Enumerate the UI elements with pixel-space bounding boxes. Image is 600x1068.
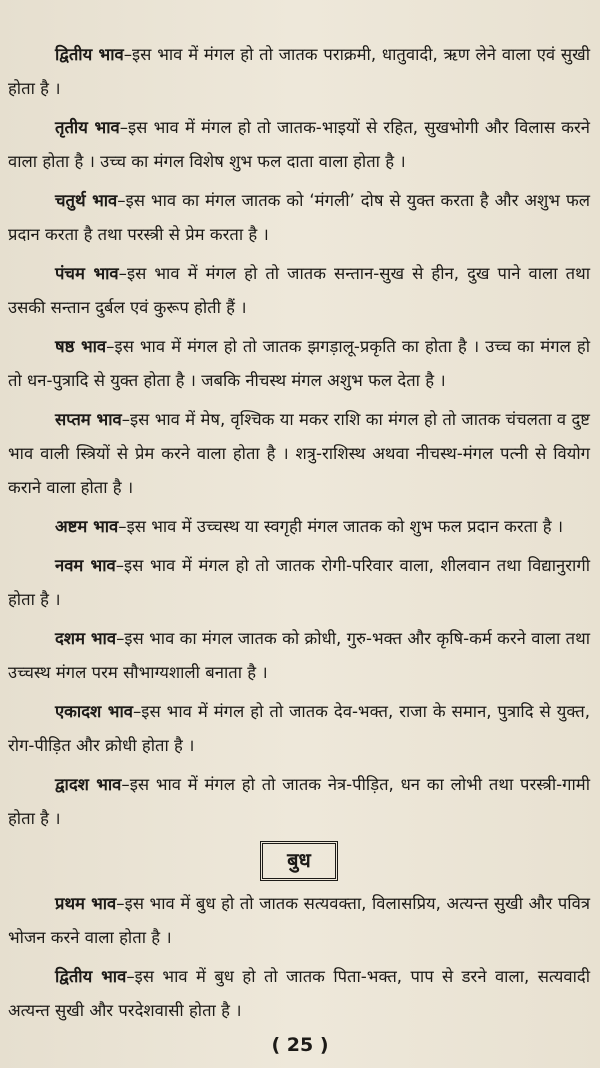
heading-dash: – — [116, 894, 125, 913]
paragraph-text: इस भाव में बुध हो तो जातक सत्यवक्ता, विलासप्रिय, अत्यन्त सुखी और पवित्र भोजन करने वाला होता है । — [8, 894, 590, 947]
paragraph-text: इस भाव में मंगल हो तो जातक-भाइयों से रहित, सुखभोगी और विलास करने वाला होता है । उच्च का मंगल विशेष शुभ फल दाता वाला होता है । — [8, 118, 590, 171]
paragraph-mercury-house-1 — [8, 887, 590, 955]
paragraph-mars-house-12 — [8, 768, 590, 836]
heading-dash: – — [118, 517, 127, 536]
paragraph-text: इस भाव में मंगल हो तो जातक नेत्र-पीड़ित, धन का लोभी तथा परस्त्री-गामी होता है । — [8, 775, 590, 828]
paragraph-mars-house-10 — [8, 622, 590, 690]
paragraph-heading: चतुर्थ भाव — [55, 191, 118, 210]
heading-dash: – — [123, 45, 133, 64]
paragraph-text: इस भाव में मंगल हो तो जातक सन्तान-सुख से हीन, दुख पाने वाला तथा उसकी सन्तान दुर्बल एवं कुरूप होती हैं । — [8, 264, 590, 317]
paragraph-heading: द्वितीय भाव — [55, 967, 127, 986]
heading-dash: – — [117, 191, 126, 210]
paragraph-mars-house-11 — [8, 695, 590, 763]
paragraph-heading: एकादश भाव — [55, 702, 133, 721]
paragraph-mars-house-4 — [8, 184, 590, 252]
paragraph-mercury-house-2 — [8, 960, 590, 1028]
paragraph-text: इस भाव में मंगल हो तो जातक रोगी-परिवार वाला, शीलवान तथा विद्यानुरागी होता है । — [8, 556, 590, 609]
paragraph-heading: द्वादश भाव — [55, 775, 122, 794]
heading-dash: – — [106, 337, 115, 356]
heading-dash: – — [121, 410, 131, 429]
paragraph-heading: पंचम भाव — [55, 264, 119, 283]
section-title-mercury: बुध — [260, 841, 338, 881]
heading-dash: – — [116, 629, 125, 648]
paragraph-mars-house-3 — [8, 111, 590, 179]
heading-dash: – — [133, 702, 142, 721]
paragraph-mars-house-2 — [8, 38, 590, 106]
heading-dash: – — [115, 556, 125, 575]
paragraph-text: इस भाव में मंगल हो तो जातक पराक्रमी, धातुवादी, ऋण लेने वाला एवं सुखी होता है । — [8, 45, 591, 98]
paragraph-text: इस भाव में बुध हो तो जातक पिता-भक्त, पाप से डरने वाला, सत्यवादी अत्यन्त सुखी और परदेशवासी होता है । — [8, 967, 591, 1020]
heading-dash: – — [126, 967, 135, 986]
paragraph-mars-house-6 — [8, 330, 590, 398]
paragraph-heading: दशम भाव — [55, 629, 117, 648]
paragraph-mars-house-7 — [8, 403, 590, 505]
paragraph-text: इस भाव का मंगल जातक को क्रोधी, गुरु-भक्त और कृषि-कर्म करने वाला तथा उच्चस्थ मंगल परम सौभाग्यशाली बनाता है । — [8, 629, 591, 682]
paragraph-heading: प्रथम भाव — [55, 894, 117, 913]
heading-dash: – — [121, 775, 130, 794]
paragraph-heading: द्वितीय भाव — [55, 45, 124, 64]
page-number: ( 25 ) — [271, 1034, 329, 1056]
heading-dash: – — [119, 118, 129, 137]
paragraph-text: इस भाव में उच्चस्थ या स्वगृही मंगल जातक को शुभ फल प्रदान करता है । — [126, 517, 564, 536]
paragraph-text: इस भाव में मंगल हो तो जातक झगड़ालू-प्रकृति का होता है । उच्च का मंगल हो तो धन-पुत्रादि से युक्त होता है । जबकि नीचस्थ मंगल अशुभ फल देता है । — [8, 337, 590, 390]
paragraph-heading: तृतीय भाव — [55, 118, 120, 137]
paragraph-text: इस भाव में मेष, वृश्चिक या मकर राशि का मंगल हो तो जातक चंचलता व दुष्ट भाव वाली स्त्रियों से प्रेम करने वाला होता है । शत्रु-राशिस्थ अथवा नीचस्थ-मंगल पत्नी से वियोग कराने वाला होता है । — [8, 410, 590, 497]
paragraph-heading: नवम भाव — [55, 556, 116, 575]
paragraph-heading: अष्टम भाव — [55, 517, 119, 536]
paragraph-mars-house-8 — [8, 510, 590, 544]
paragraph-text: इस भाव में मंगल हो तो जातक देव-भक्त, राजा के समान, पुत्रादि से युक्त, रोग-पीड़ित और क्रोधी होता है । — [8, 702, 590, 755]
paragraph-text: इस भाव का मंगल जातक को ‘मंगली’ दोष से युक्त करता है और अशुभ फल प्रदान करता है तथा परस्त्री से प्रेम करता है । — [8, 191, 590, 244]
paragraph-mars-house-5 — [8, 257, 590, 325]
paragraph-heading: सप्तम भाव — [55, 410, 122, 429]
page-content — [8, 38, 590, 1033]
paragraph-heading: षष्ठ भाव — [55, 337, 107, 356]
heading-dash: – — [118, 264, 127, 283]
paragraph-mars-house-9 — [8, 549, 590, 617]
